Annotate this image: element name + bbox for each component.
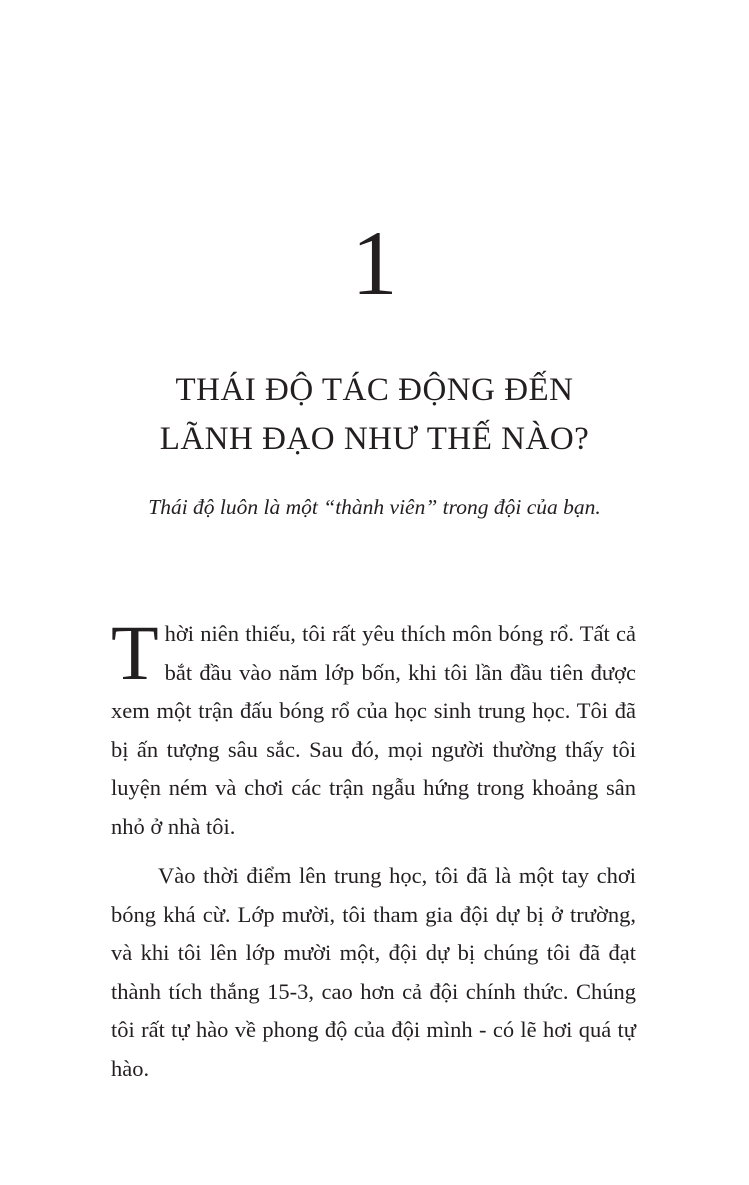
drop-cap: T xyxy=(111,609,159,696)
chapter-title xyxy=(60,366,689,464)
paragraph-1 xyxy=(111,609,636,846)
body-text xyxy=(111,609,636,1099)
chapter-epigraph: Thái độ luôn là một “thành viên” trong đội của bạn. xyxy=(148,495,601,519)
chapter-title-line-2: LÃNH ĐẠO NHƯ THẾ NÀO? xyxy=(159,421,590,457)
chapter-title-line-1: THÁI ĐỘ TÁC ĐỘNG ĐẾN xyxy=(175,372,574,408)
paragraph-2: Vào thời điểm lên trung học, tôi đã là một tay chơi bóng khá cừ. Lớp mười, tôi tham gia đội dự bị ở trường, và khi tôi lên lớp mười một, đội dự bị chúng tôi đã đạt thành tích thắng 15-3, cao hơn cả đội chính thức. Chúng tôi rất tự hào về phong độ của đội mình - có lẽ hơi quá tự hào. xyxy=(111,863,636,1081)
chapter-number: 1 xyxy=(351,212,398,314)
paragraph-1-text: hời niên thiếu, tôi rất yêu thích môn bóng rổ. Tất cả bắt đầu vào năm lớp bốn, khi tôi lần đầu tiên được xem một trận đấu bóng rổ của học sinh trung học. Tôi đã bị ấn tượng sâu sắc. Sau đó, mọi người thường thấy tôi luyện ném và chơi các trận ngẫu hứng trong khoảng sân nhỏ ở nhà tôi. xyxy=(111,621,636,839)
